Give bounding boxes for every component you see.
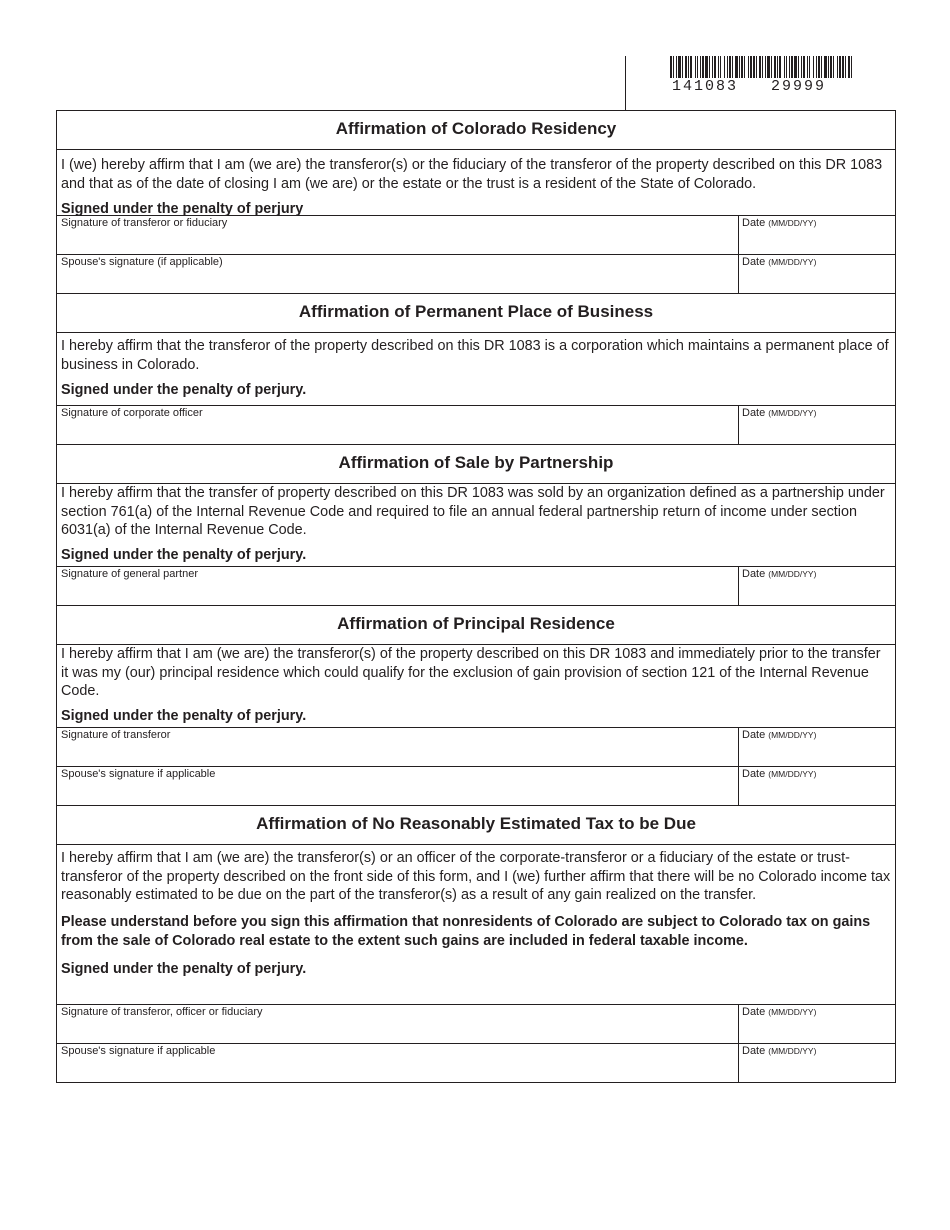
signature-row (57, 567, 895, 606)
section-body-partnership (57, 484, 895, 567)
notax-signed-label: Signed under the penalty of perjury. (61, 960, 307, 977)
business-signature-field[interactable] (57, 406, 738, 444)
section-title-notax: Affirmation of No Reasonably Estimated Tax to be Due (57, 806, 895, 845)
business-text: I hereby affirm that the transferor of the property described on this DR 1083 is a corporation which maintains a permanent place of business in Colorado. (61, 338, 889, 373)
principal-date-field[interactable] (738, 728, 895, 766)
principal-signed-label: Signed under the penalty of perjury. (61, 708, 307, 725)
principal-text: I hereby affirm that I am (we are) the transferor(s) of the property described on this DR 1083 and immediately prior to the transfer it was my (our) principal residence which could qualify for the exclusion of gain provision of section 121 of the Internal Revenue Code. (61, 646, 881, 700)
section-body-residency (57, 150, 895, 216)
date-format-label: (MM/DD/YY) (768, 1007, 817, 1017)
signature-label: Signature of transferor (61, 729, 171, 741)
partnership-signature-field[interactable] (57, 567, 738, 605)
principal-signature-field[interactable] (57, 728, 738, 766)
signature-label: Spouse's signature if applicable (61, 1045, 216, 1057)
business-signed-label: Signed under the penalty of perjury. (61, 382, 307, 399)
residency-signed-label: Signed under the penalty of perjury (61, 201, 304, 218)
principal-spouse-date-field[interactable] (738, 767, 895, 805)
date-format-label: (MM/DD/YY) (768, 218, 817, 228)
business-date-field[interactable] (738, 406, 895, 444)
date-label: Date (742, 407, 766, 419)
date-format-label: (MM/DD/YY) (768, 769, 817, 779)
partnership-text: I hereby affirm that the transfer of property described on this DR 1083 was sold by an organization defined as a partnership under section 761(a) of the Internal Revenue Code and required to file an annual federal partnership return of income under section 6031(a) of the Internal Revenue Code. (61, 485, 885, 539)
signature-label: Signature of corporate officer (61, 407, 203, 419)
partnership-date-field[interactable] (738, 567, 895, 605)
date-label: Date (742, 729, 766, 741)
barcode-number: 141083 29999 (672, 78, 827, 95)
date-label: Date (742, 256, 766, 268)
date-format-label: (MM/DD/YY) (768, 257, 817, 267)
header-divider (625, 56, 626, 110)
date-format-label: (MM/DD/YY) (768, 730, 817, 740)
section-title-partnership: Affirmation of Sale by Partnership (57, 445, 895, 484)
notax-signature-field[interactable] (57, 1005, 738, 1043)
signature-row (57, 406, 895, 445)
notax-spouse-signature-field[interactable] (57, 1044, 738, 1082)
section-body-notax (57, 845, 895, 1005)
signature-row (57, 216, 895, 255)
date-format-label: (MM/DD/YY) (768, 408, 817, 418)
residency-date-field[interactable] (738, 216, 895, 254)
partnership-signed-label: Signed under the penalty of perjury. (61, 547, 307, 564)
date-label: Date (742, 768, 766, 780)
date-label: Date (742, 217, 766, 229)
signature-label: Signature of transferor, officer or fiduciary (61, 1006, 263, 1018)
notax-spouse-date-field[interactable] (738, 1044, 895, 1082)
signature-row (57, 728, 895, 767)
date-label: Date (742, 568, 766, 580)
signature-row (57, 1044, 895, 1083)
notax-date-field[interactable] (738, 1005, 895, 1043)
signature-row (57, 767, 895, 806)
residency-signature-field[interactable] (57, 216, 738, 254)
section-title-business: Affirmation of Permanent Place of Business (57, 294, 895, 333)
notax-text: I hereby affirm that I am (we are) the transferor(s) or an officer of the corporate-transferor or a fiduciary of the estate or trust-transferor of the property described on the front side of this form, and I (we) further affirm that there will be no Colorado income tax reasonably estimated to be due on the part of the transferor(s) as a result of any gain realized on the transfer. (61, 850, 891, 904)
notax-warning: Please understand before you sign this affirmation that nonresidents of Colorado are subject to Colorado tax on gains from the sale of Colorado real estate to the extent such gains are included in federal taxable income. (61, 914, 871, 949)
principal-spouse-signature-field[interactable] (57, 767, 738, 805)
signature-row (57, 1005, 895, 1044)
signature-label: Spouse's signature (if applicable) (61, 256, 223, 268)
signature-label: Spouse's signature if applicable (61, 768, 216, 780)
signature-label: Signature of general partner (61, 568, 198, 580)
section-title-residency: Affirmation of Colorado Residency (57, 111, 895, 150)
section-body-principal (57, 645, 895, 728)
section-body-business (57, 333, 895, 406)
date-label: Date (742, 1006, 766, 1018)
signature-label: Signature of transferor or fiduciary (61, 217, 228, 229)
date-format-label: (MM/DD/YY) (768, 569, 817, 579)
affirmation-form (56, 110, 896, 1083)
signature-row (57, 255, 895, 294)
barcode-image (670, 56, 853, 78)
section-title-principal: Affirmation of Principal Residence (57, 606, 895, 645)
residency-spouse-signature-field[interactable] (57, 255, 738, 293)
residency-text: I (we) hereby affirm that I am (we are) the transferor(s) or the fiduciary of the transferor of the property described on this DR 1083 and that as of the date of closing I am (we are) or the estate or the trust is a resident of the State of Colorado. (61, 157, 883, 192)
residency-spouse-date-field[interactable] (738, 255, 895, 293)
date-label: Date (742, 1045, 766, 1057)
date-format-label: (MM/DD/YY) (768, 1046, 817, 1056)
